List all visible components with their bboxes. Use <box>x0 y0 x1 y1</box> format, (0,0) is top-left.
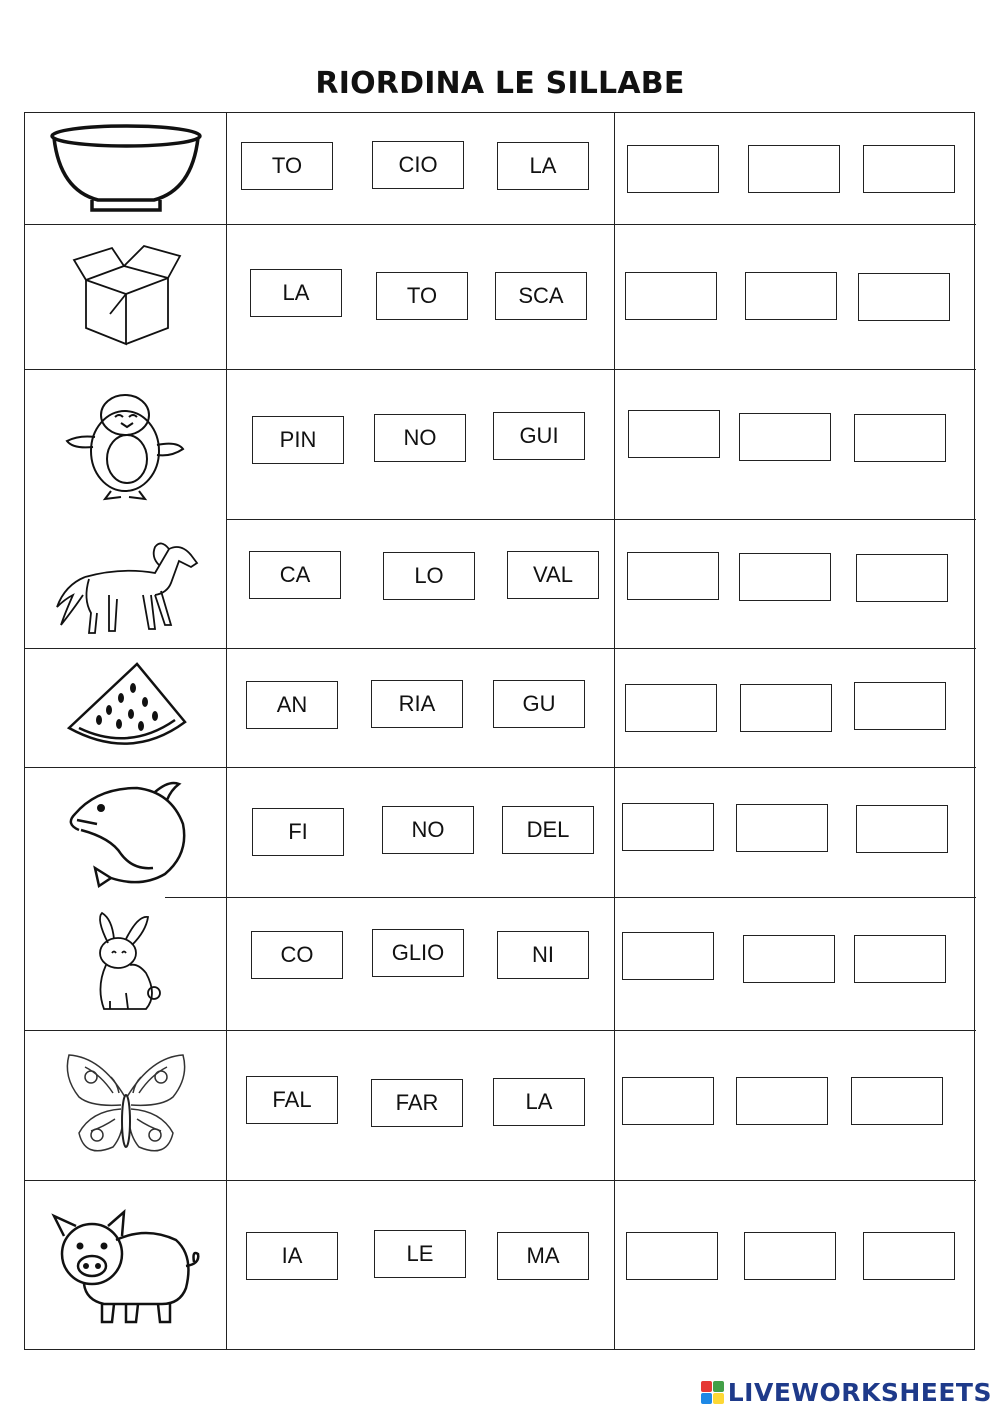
row-divider <box>25 1180 976 1181</box>
dolphin-picture <box>27 770 225 894</box>
column-divider <box>226 113 227 1349</box>
horse-icon <box>51 529 201 639</box>
syllable-card[interactable]: MA <box>497 1232 589 1280</box>
answer-box[interactable] <box>744 1232 836 1280</box>
answer-box[interactable] <box>739 413 831 461</box>
bowl-picture <box>27 115 225 221</box>
syllable-card[interactable]: DEL <box>502 806 594 854</box>
row-divider <box>25 224 976 225</box>
row-divider <box>25 648 976 649</box>
answer-box[interactable] <box>626 1232 718 1280</box>
answer-box[interactable] <box>740 684 832 732</box>
dolphin-icon <box>61 774 191 890</box>
butterfly-picture <box>27 1033 225 1178</box>
row-divider <box>25 369 976 370</box>
answer-box[interactable] <box>854 682 946 730</box>
answer-box[interactable] <box>856 805 948 853</box>
answer-box[interactable] <box>858 273 950 321</box>
row-divider <box>25 1030 976 1031</box>
syllable-card[interactable]: LA <box>493 1078 585 1126</box>
syllable-card[interactable]: SCA <box>495 272 587 320</box>
answer-box[interactable] <box>625 272 717 320</box>
syllable-card[interactable]: GLIO <box>372 929 464 977</box>
syllable-card[interactable]: CIO <box>372 141 464 189</box>
syllable-card[interactable]: LE <box>374 1230 466 1278</box>
syllable-card[interactable]: TO <box>241 142 333 190</box>
answer-box[interactable] <box>622 1077 714 1125</box>
answer-box[interactable] <box>739 553 831 601</box>
box-picture <box>27 227 225 367</box>
answer-box[interactable] <box>745 272 837 320</box>
column-divider <box>614 113 615 1349</box>
syllable-card[interactable]: TO <box>376 272 468 320</box>
syllable-card[interactable]: CA <box>249 551 341 599</box>
logo-mark-icon <box>701 1381 724 1404</box>
answer-box[interactable] <box>748 145 840 193</box>
answer-box[interactable] <box>622 932 714 980</box>
answer-box[interactable] <box>743 935 835 983</box>
answer-box[interactable] <box>736 804 828 852</box>
syllable-card[interactable]: RIA <box>371 680 463 728</box>
pig-picture <box>27 1183 225 1349</box>
answer-box[interactable] <box>625 684 717 732</box>
penguin-picture <box>27 373 225 517</box>
answer-box[interactable] <box>628 410 720 458</box>
answer-box[interactable] <box>854 935 946 983</box>
syllable-card[interactable]: IA <box>246 1232 338 1280</box>
answer-box[interactable] <box>854 414 946 462</box>
box-icon <box>66 242 186 352</box>
rabbit-picture <box>27 900 225 1028</box>
syllable-card[interactable]: LO <box>383 552 475 600</box>
watermelon-icon <box>61 658 191 758</box>
row-divider <box>226 519 976 520</box>
rabbit-icon <box>76 909 176 1019</box>
answer-box[interactable] <box>622 803 714 851</box>
liveworksheets-logo <box>701 1378 992 1407</box>
row-divider <box>165 897 976 898</box>
syllable-card[interactable]: PIN <box>252 416 344 464</box>
syllable-card[interactable]: NO <box>374 414 466 462</box>
syllable-card[interactable]: LA <box>497 142 589 190</box>
syllable-card[interactable]: FAL <box>246 1076 338 1124</box>
syllable-card[interactable]: VAL <box>507 551 599 599</box>
syllable-card[interactable]: GUI <box>493 412 585 460</box>
butterfly-icon <box>61 1047 191 1165</box>
answer-box[interactable] <box>863 1232 955 1280</box>
answer-box[interactable] <box>627 145 719 193</box>
bowl-icon <box>46 120 206 216</box>
syllable-card[interactable]: FAR <box>371 1079 463 1127</box>
logo-text: LIVEWORKSHEETS <box>727 1378 992 1407</box>
penguin-icon <box>61 385 191 505</box>
syllable-card[interactable]: GU <box>493 680 585 728</box>
answer-box[interactable] <box>856 554 948 602</box>
syllable-card[interactable]: LA <box>250 269 342 317</box>
syllable-card[interactable]: FI <box>252 808 344 856</box>
syllable-card[interactable]: CO <box>251 931 343 979</box>
pig-icon <box>46 1206 206 1326</box>
worksheet-title: RIORDINA LE SILLABE <box>315 66 685 101</box>
syllable-card[interactable]: NO <box>382 806 474 854</box>
answer-box[interactable] <box>851 1077 943 1125</box>
syllable-card[interactable]: AN <box>246 681 338 729</box>
watermelon-picture <box>27 650 225 765</box>
horse-picture <box>27 523 225 645</box>
answer-box[interactable] <box>736 1077 828 1125</box>
row-divider <box>25 767 976 768</box>
syllable-card[interactable]: NI <box>497 931 589 979</box>
answer-box[interactable] <box>863 145 955 193</box>
answer-box[interactable] <box>627 552 719 600</box>
